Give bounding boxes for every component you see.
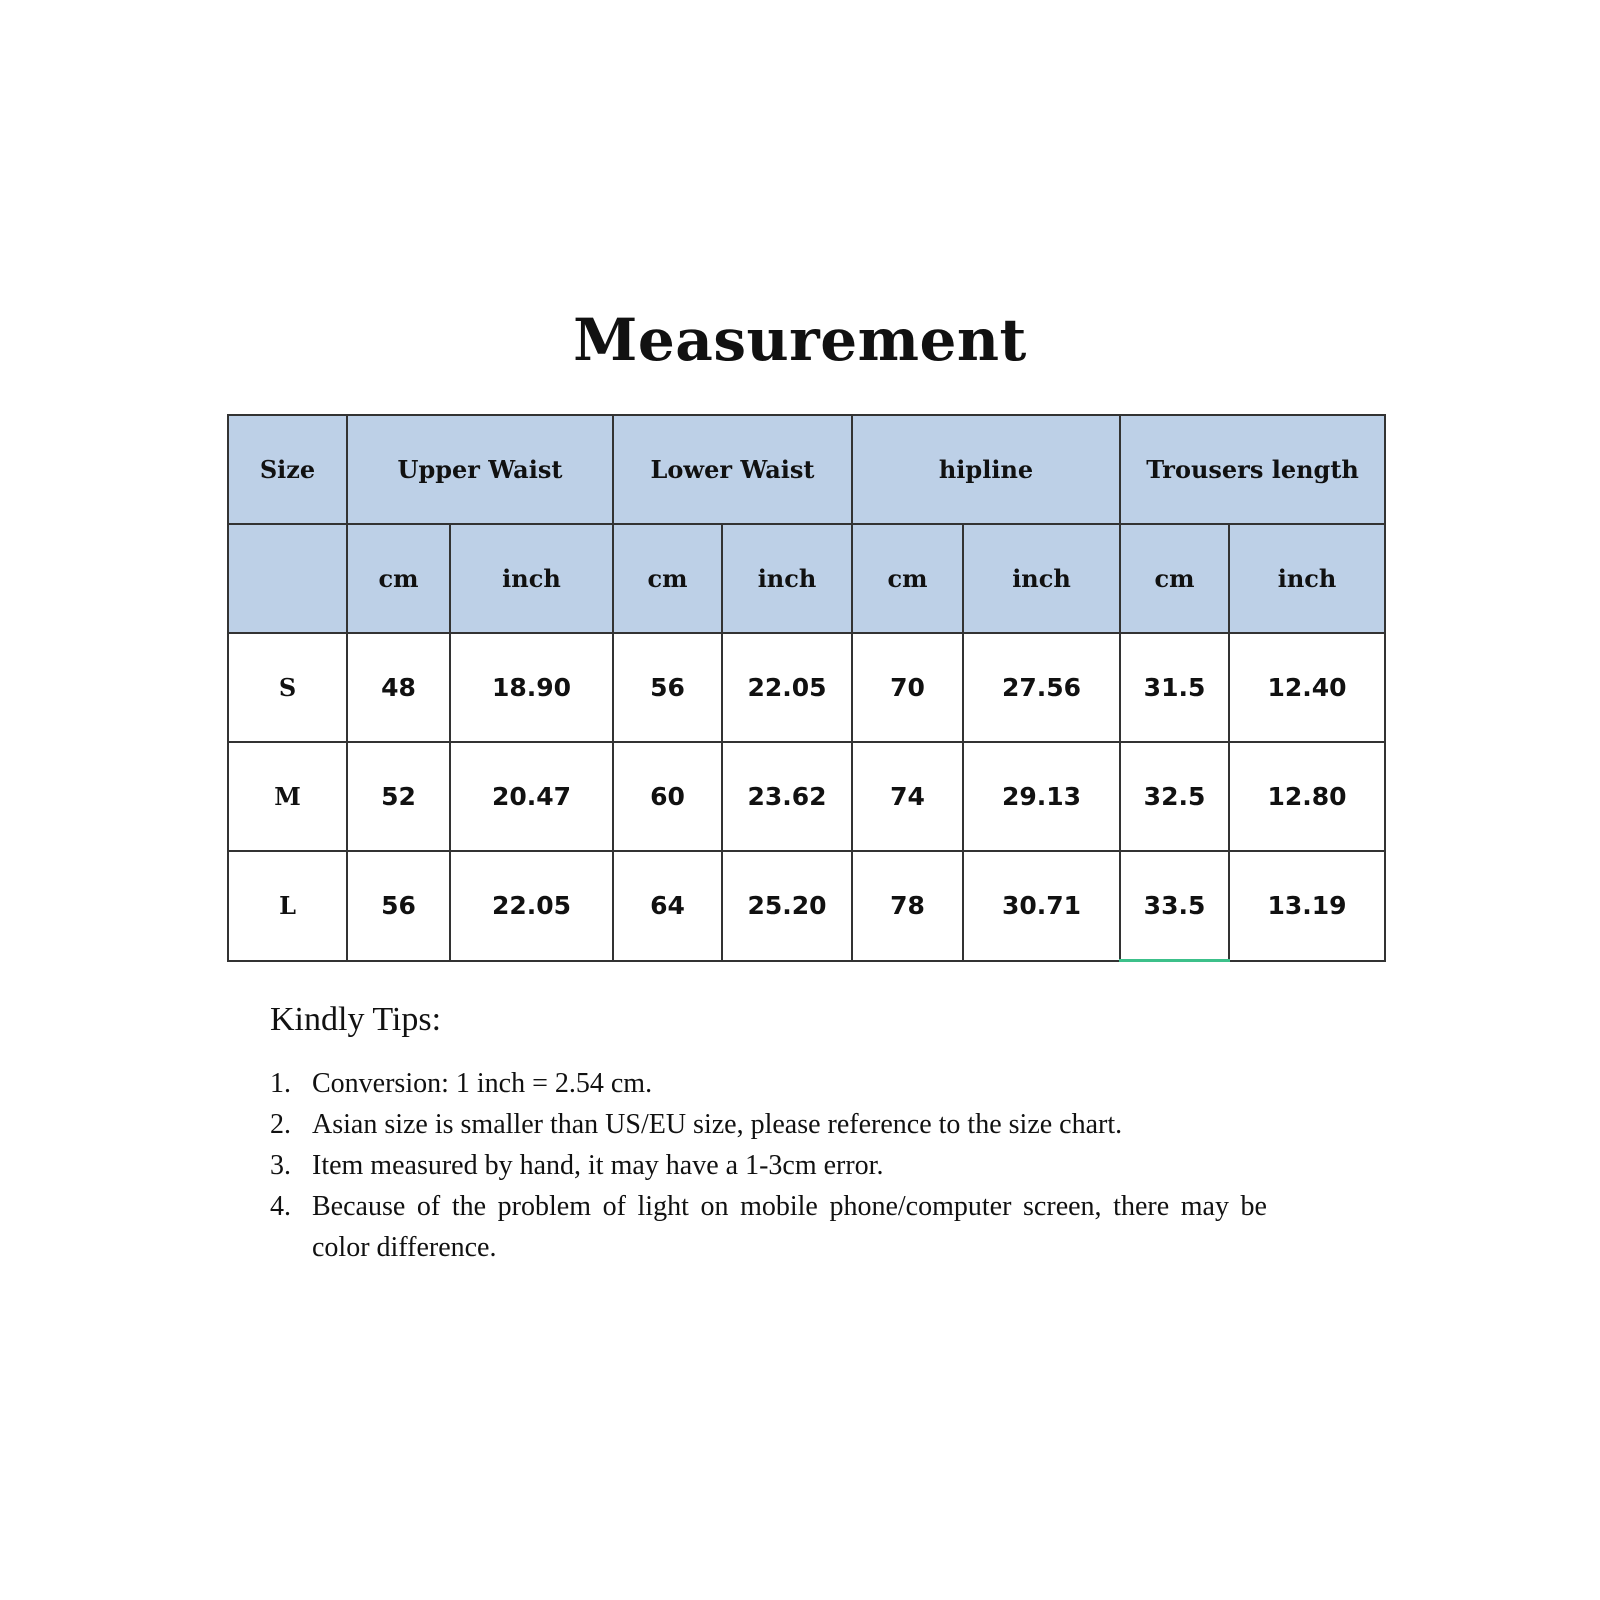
list-item (270, 1063, 1270, 1104)
header-lower-waist: Lower Waist (613, 415, 852, 524)
tip-text: Because of the problem of light on mobile phone/computer screen, there may be color difference. (312, 1191, 1267, 1263)
unit-cell: inch (963, 524, 1120, 633)
value-cell: 12.80 (1229, 742, 1385, 851)
value-cell: 32.5 (1120, 742, 1229, 851)
table-row (228, 633, 1385, 742)
size-label: M (228, 742, 347, 851)
unit-cell: cm (613, 524, 722, 633)
value-cell: 27.56 (963, 633, 1120, 742)
list-item (270, 1186, 1270, 1268)
value-cell: 56 (347, 851, 450, 961)
tips-list (270, 1063, 1270, 1268)
header-trousers-length: Trousers length (1120, 415, 1385, 524)
list-item (270, 1145, 1270, 1186)
table-row (228, 851, 1385, 961)
header-row-units (228, 524, 1385, 633)
tip-text: Item measured by hand, it may have a 1-3cm error. (312, 1150, 884, 1181)
table-row (228, 742, 1385, 851)
value-cell: 64 (613, 851, 722, 961)
page-title: Measurement (573, 306, 1027, 374)
value-cell: 20.47 (450, 742, 613, 851)
header-hipline: hipline (852, 415, 1120, 524)
value-cell: 52 (347, 742, 450, 851)
list-item (270, 1104, 1270, 1145)
value-cell: 12.40 (1229, 633, 1385, 742)
value-cell: 60 (613, 742, 722, 851)
value-cell: 30.71 (963, 851, 1120, 961)
header-upper-waist: Upper Waist (347, 415, 613, 524)
unit-cell: inch (1229, 524, 1385, 633)
value-cell: 70 (852, 633, 963, 742)
unit-cell: cm (1120, 524, 1229, 633)
value-cell: 33.5 (1120, 851, 1229, 961)
tip-text: Conversion: 1 inch = 2.54 cm. (312, 1068, 653, 1099)
value-cell: 25.20 (722, 851, 852, 961)
value-cell: 31.5 (1120, 633, 1229, 742)
tips-heading: Kindly Tips: (270, 1001, 442, 1038)
size-label: S (228, 633, 347, 742)
kindly-tips (270, 997, 1270, 1268)
value-cell: 22.05 (722, 633, 852, 742)
size-label: L (228, 851, 347, 961)
unit-cell: cm (852, 524, 963, 633)
tip-number: 2. (270, 1109, 291, 1140)
tip-number: 1. (270, 1068, 291, 1099)
unit-cell: inch (450, 524, 613, 633)
value-cell: 78 (852, 851, 963, 961)
size-chart-table (227, 414, 1386, 962)
value-cell: 56 (613, 633, 722, 742)
header-size: Size (228, 415, 347, 524)
tip-text: Asian size is smaller than US/EU size, please reference to the size chart. (312, 1109, 1123, 1140)
value-cell: 22.05 (450, 851, 613, 961)
header-row-groups (228, 415, 1385, 524)
unit-cell: inch (722, 524, 852, 633)
value-cell: 23.62 (722, 742, 852, 851)
header-size-blank (228, 524, 347, 633)
value-cell: 48 (347, 633, 450, 742)
value-cell: 74 (852, 742, 963, 851)
tip-number: 4. (270, 1191, 291, 1222)
tip-number: 3. (270, 1150, 291, 1181)
value-cell: 18.90 (450, 633, 613, 742)
unit-cell: cm (347, 524, 450, 633)
value-cell: 29.13 (963, 742, 1120, 851)
value-cell: 13.19 (1229, 851, 1385, 961)
